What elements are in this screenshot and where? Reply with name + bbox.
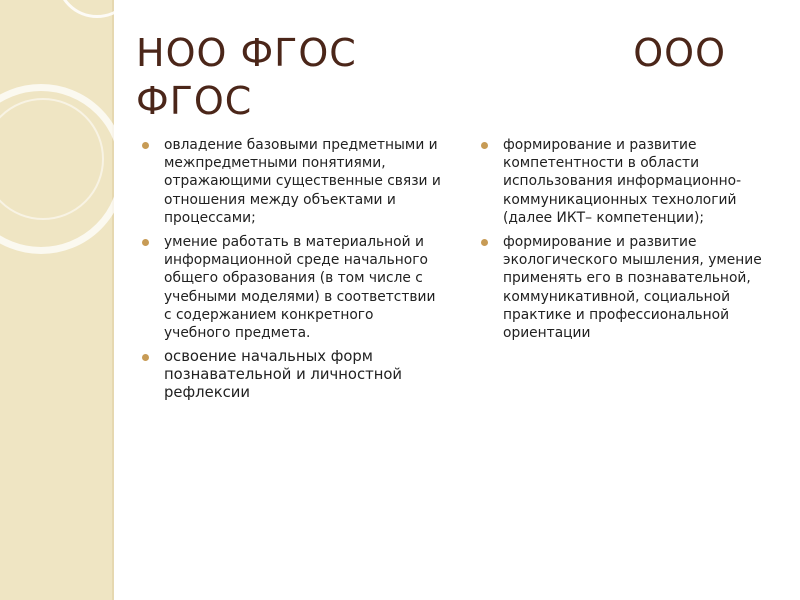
list-item-text: формирование и развитие компетентности в области использования информационно-коммуникационных технологий (далее ИКТ– компетенции); [503,137,742,226]
list-item-text: умение работать в материальной и информационной среде начального общего образования (в том числе с учебными моделями) в соответствии с содержанием конкретного учебного предмета. [164,234,436,342]
left-column [142,136,444,408]
bullet-icon [481,239,488,246]
list-item-text: овладение базовыми предметными и межпредметными понятиями, отражающими существенные связи и отношения между объектами и процессами; [164,137,441,226]
band-edge [112,0,114,600]
bullet-icon [142,239,149,246]
title-line-1 [136,30,726,78]
list-item-text: формирование и развитие экологического мышления, умение применять его в познавательной, коммуникативной, социальной практике и профессиональной ориентации [503,234,762,342]
right-column [481,136,771,348]
list-item [481,233,771,342]
bullet-icon [142,142,149,149]
list-item [481,136,771,227]
list-item-text: освоение начальных форм познавательной и личностной рефлексии [164,348,403,402]
title-left-text: НОО ФГОС [136,31,357,75]
title-line-2 [136,78,726,126]
slide-title [136,30,726,126]
title-right-text: ООО [633,31,726,75]
list-item [142,348,444,402]
title-line-2-text: ФГОС [136,79,253,123]
bullet-icon [142,354,149,361]
bullet-icon [481,142,488,149]
list-item [142,233,444,342]
list-item [142,136,444,227]
